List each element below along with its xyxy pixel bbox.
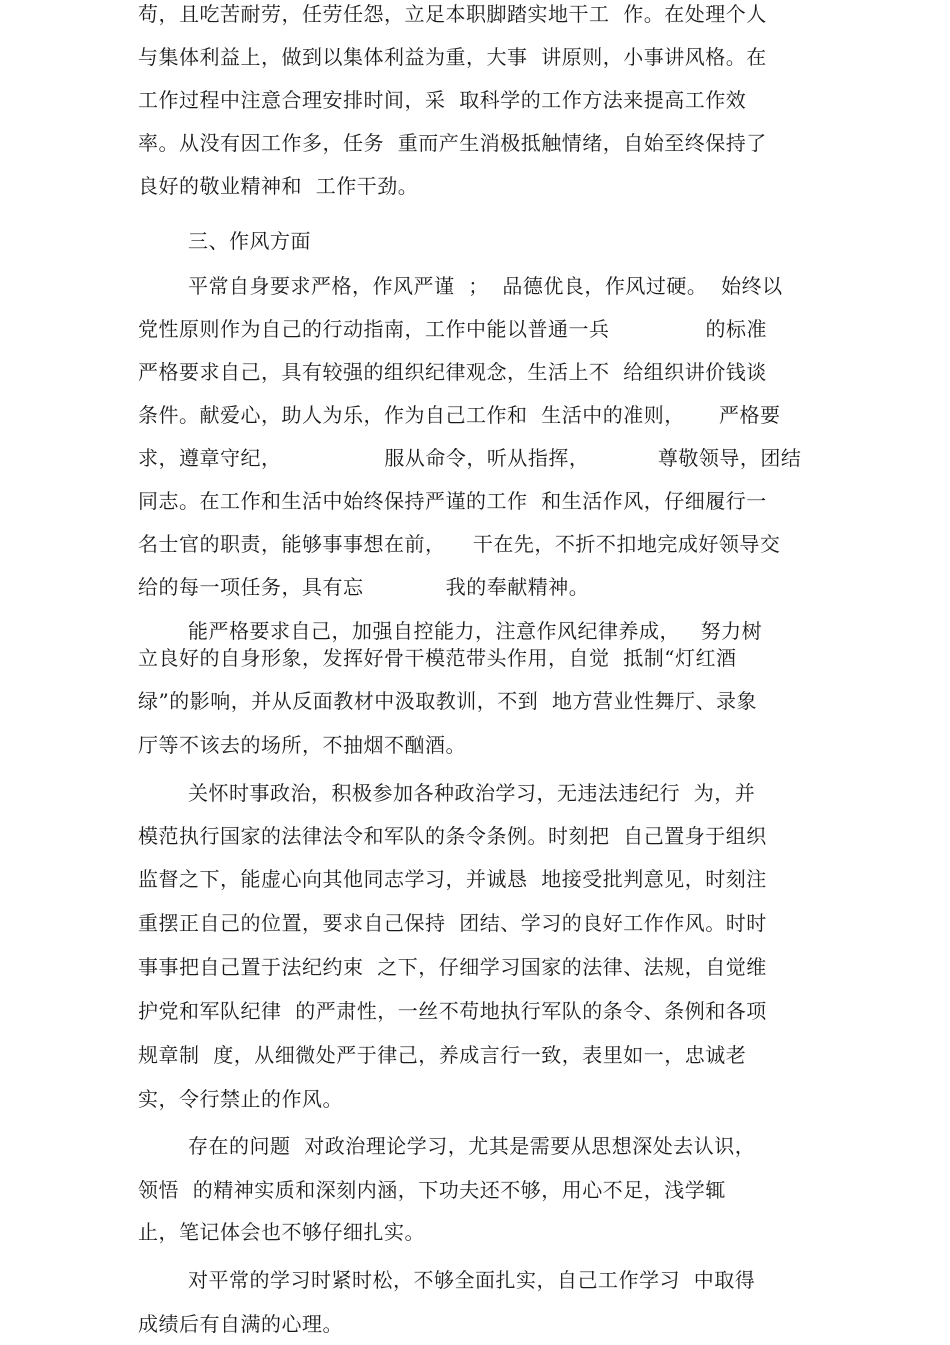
text-line: 实，令行禁止的作风。 [138, 1087, 343, 1111]
text-line: 护党和军队纪律 的严肃性，一丝不苟地执行军队的条令、条例和各项 [138, 999, 767, 1023]
text-line: 能严格要求自己，加强自控能力，注意作风纪律养成， 努力树 [188, 619, 763, 643]
text-line: 苟，且吃苦耐劳，任劳任怨，立足本职脚踏实地干工 作。在处理个人 [138, 2, 767, 26]
text-line: 存在的问题 对政治理论学习，尤其是需要从思想深处去认识， [188, 1134, 756, 1158]
text-line: 成绩后有自满的心理。 [138, 1312, 343, 1336]
text-line: 求，遵章守纪， 服从命令，听从指挥， 尊敬领导，团结 [138, 446, 802, 470]
text-line: 事事把自己置于法纪约束 之下，仔细学习国家的法律、法规，自觉维 [138, 955, 767, 979]
text-line: 模范执行国家的法律法令和军队的条令条例。时刻把 自己置身于组织 [138, 824, 767, 848]
text-line: 率。从没有因工作多，任务 重而产生消极抵触情绪，自始至终保持了 [138, 131, 767, 155]
text-line: 给的每一项任务，具有忘 我的奉献精神。 [138, 575, 590, 599]
text-line: 止，笔记体会也不够仔细扎实。 [138, 1220, 425, 1244]
text-line: 监督之下，能虚心向其他同志学习，并诚恳 地接受批判意见，时刻注 [138, 867, 767, 891]
text-line: 关怀时事政治，积极参加各种政治学习，无违法违纪行 为，并 [188, 781, 756, 805]
text-line: 与集体利益上，做到以集体利益为重，大事 讲原则，小事讲风格。在 [138, 45, 767, 69]
text-line: 党性原则作为自己的行动指南，工作中能以普通一兵 的标准 [138, 317, 768, 341]
text-line: 平常自身要求严格，作风严谨 ； 品德优良，作风过硬。 始终以 [188, 274, 783, 298]
text-line: 良好的敬业精神和 工作干劲。 [138, 174, 419, 198]
text-line: 严格要求自己，具有较强的组织纪律观念，生活上不 给组织讲价钱谈 [138, 360, 767, 384]
text-line: 工作过程中注意合理安排时间，采 取科学的工作方法来提高工作效 [138, 88, 747, 112]
text-line: 领悟 的精神实质和深刻内涵，下功夫还不够，用心不足，浅学辄 [138, 1178, 726, 1202]
text-line: 立良好的自身形象，发挥好骨干模范带头作用，自觉 抵制“灯红酒 [138, 646, 737, 670]
text-line: 同志。在工作和生活中始终保持严谨的工作 和生活作风，仔细履行一 [138, 489, 767, 513]
text-line: 规章制 度，从细微处严于律己，养成言行一致，表里如一，忠诚老 [138, 1043, 747, 1067]
section-heading: 三、作风方面 [188, 229, 311, 253]
text-line: 对平常的学习时紧时松，不够全面扎实，自己工作学习 中取得 [188, 1268, 756, 1292]
text-line: 绿”的影响，并从反面教材中汲取教训，不到 地方营业性舞厅、录象 [138, 689, 757, 713]
text-line: 条件。献爱心，助人为乐，作为自己工作和 生活中的准则， 严格要 [138, 403, 781, 427]
text-line: 重摆正自己的位置，要求自己保持 团结、学习的良好工作作风。时时 [138, 911, 767, 935]
text-line: 厅等不该去的场所，不抽烟不酗酒。 [138, 733, 466, 757]
text-line: 名士官的职责，能够事事想在前， 干在先，不折不扣地完成好领导交 [138, 532, 781, 556]
